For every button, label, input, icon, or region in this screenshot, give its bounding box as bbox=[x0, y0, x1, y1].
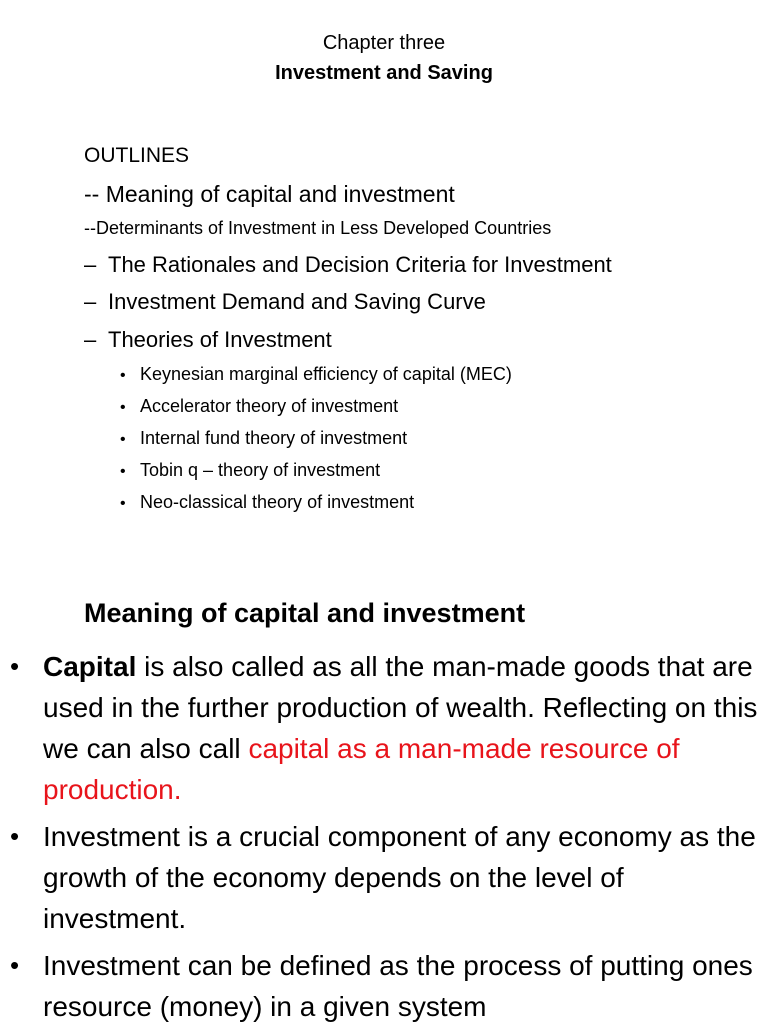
bullet-marker: • bbox=[10, 651, 20, 681]
theory-label: Tobin q – theory of investment bbox=[140, 460, 381, 480]
outline-dash-item bbox=[84, 252, 612, 278]
chapter-title: Investment and Saving bbox=[275, 62, 493, 84]
body-text: is also called as all the man-made goods that are used in the further production of wealth. Reflecting on this we can also call bbox=[43, 651, 758, 764]
outline-item-label: The Rationales and Decision Criteria for Investment bbox=[108, 252, 612, 277]
section-bullet-definition bbox=[10, 945, 758, 1024]
bullet-text: Investment can be defined as the process of putting ones resource (money) in a given system bbox=[43, 950, 753, 1022]
bullet-marker: • bbox=[120, 431, 126, 448]
bullet-marker: • bbox=[120, 367, 126, 384]
section-bullet-list bbox=[10, 646, 758, 1024]
bullet-marker: • bbox=[120, 495, 126, 512]
theory-label: Accelerator theory of investment bbox=[140, 396, 399, 416]
outline-line-determinants: --Determinants of Investment in Less Developed Countries bbox=[84, 218, 552, 238]
outline-line-meaning: -- Meaning of capital and investment bbox=[84, 181, 455, 207]
outline-dash-item bbox=[84, 327, 332, 353]
outline-dash-item bbox=[84, 289, 486, 315]
dash-marker: – bbox=[84, 252, 97, 277]
theory-list-item bbox=[120, 396, 398, 417]
theory-list-item bbox=[120, 364, 512, 385]
bullet-marker: • bbox=[10, 950, 20, 980]
theory-label: Internal fund theory of investment bbox=[140, 428, 408, 448]
section-bullet-capital bbox=[10, 646, 758, 810]
bullet-marker: • bbox=[120, 463, 126, 480]
theory-label: Neo-classical theory of investment bbox=[140, 492, 415, 512]
outline-item-label: Investment Demand and Saving Curve bbox=[108, 289, 486, 314]
bullet-marker: • bbox=[120, 399, 126, 416]
theory-list-item bbox=[120, 492, 414, 513]
bullet-marker: • bbox=[10, 821, 20, 851]
highlighted-text: capital as a man-made resource of production. bbox=[43, 733, 680, 805]
bold-term: Capital bbox=[43, 651, 137, 682]
bullet-text: Investment is a crucial component of any economy as the growth of the economy depends on the level of investment. bbox=[43, 821, 756, 934]
section-bullet-investment bbox=[10, 816, 758, 939]
theory-list-item bbox=[120, 460, 380, 481]
section-heading: Meaning of capital and investment bbox=[84, 598, 526, 628]
outlines-heading: OUTLINES bbox=[84, 144, 190, 167]
bullet-text bbox=[43, 646, 758, 810]
dash-marker: – bbox=[84, 289, 97, 314]
chapter-label: Chapter three bbox=[322, 32, 446, 54]
theory-label: Keynesian marginal efficiency of capital (MEC) bbox=[140, 364, 512, 384]
dash-marker: – bbox=[84, 327, 97, 352]
outline-item-label: Theories of Investment bbox=[108, 327, 332, 352]
theory-list-item bbox=[120, 428, 407, 449]
